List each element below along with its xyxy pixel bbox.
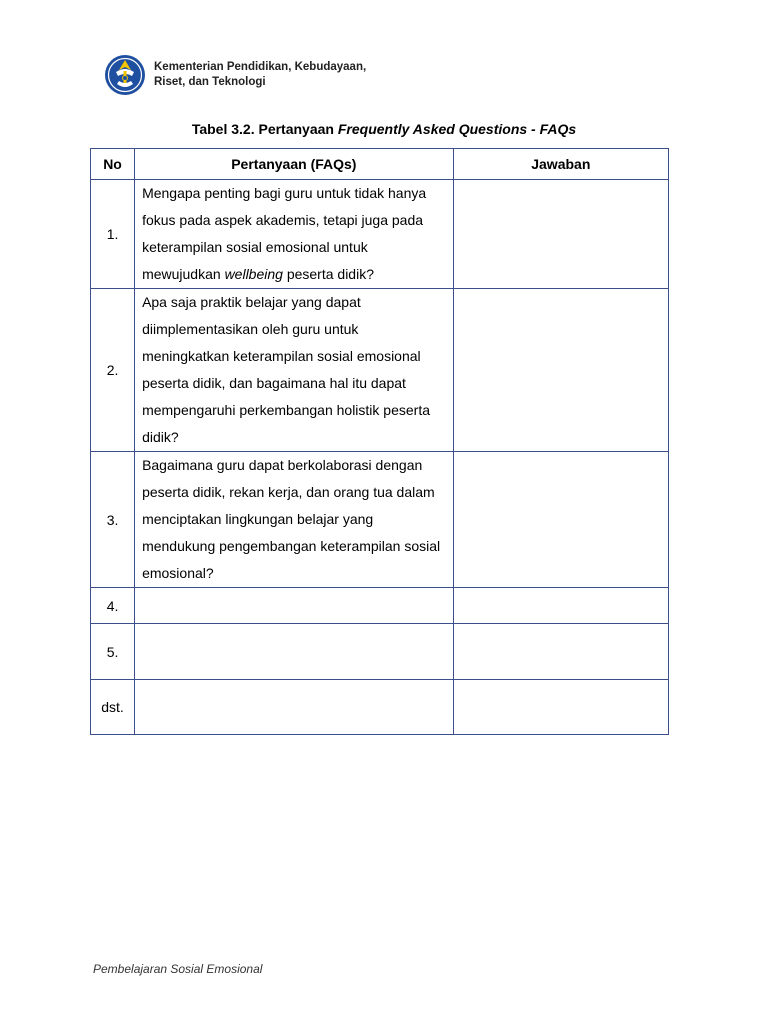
caption-emphasis: Frequently Asked Questions - FAQs	[337, 121, 577, 137]
table-row	[91, 289, 669, 452]
row-number: 4.	[91, 588, 135, 624]
answer-cell[interactable]	[453, 680, 668, 735]
document-header	[104, 54, 366, 96]
ministry-name-line1: Kementerian Pendidikan, Kebudayaan,	[154, 61, 367, 73]
table-row	[91, 452, 669, 588]
table-row	[91, 624, 669, 680]
question-text-end: peserta didik?	[282, 266, 374, 282]
question-emphasis: wellbeing	[224, 266, 283, 282]
question-cell	[135, 180, 454, 289]
answer-cell[interactable]	[453, 624, 668, 680]
answer-cell[interactable]	[453, 180, 668, 289]
question-cell	[135, 452, 454, 588]
header-no: No	[91, 149, 135, 180]
header-question: Pertanyaan (FAQs)	[135, 149, 454, 180]
header-answer: Jawaban	[453, 149, 668, 180]
faq-table	[90, 148, 669, 735]
row-number: dst.	[91, 680, 135, 735]
tut-wuri-handayani-logo-icon	[104, 54, 146, 96]
row-number: 5.	[91, 624, 135, 680]
row-number: 2.	[91, 289, 135, 452]
caption-prefix: Tabel 3.2. Pertanyaan	[191, 121, 338, 137]
question-cell	[135, 289, 454, 452]
page-footer: Pembelajaran Sosial Emosional	[93, 962, 263, 976]
row-number: 3.	[91, 452, 135, 588]
table-row	[91, 180, 669, 289]
ministry-name	[154, 60, 366, 90]
question-text: Apa saja praktik belajar yang dapat diimplementasikan oleh guru untuk meningkatkan keterampilan sosial emosional peserta didik, dan bagaimana hal itu dapat mempengaruhi perkembangan holistik peserta didik?	[142, 294, 431, 445]
answer-cell[interactable]	[453, 289, 668, 452]
question-text: Mengapa penting bagi guru untuk tidak hanya fokus pada aspek akademis, tetapi juga pada keterampilan sosial emosional untuk mewujudkan	[142, 185, 427, 282]
answer-cell[interactable]	[453, 588, 668, 624]
question-cell[interactable]	[135, 624, 454, 680]
ministry-name-line2: Riset, dan Teknologi	[154, 76, 266, 88]
table-caption	[0, 121, 768, 137]
question-cell[interactable]	[135, 588, 454, 624]
row-number: 1.	[91, 180, 135, 289]
answer-cell[interactable]	[453, 452, 668, 588]
table-header-row	[91, 149, 669, 180]
question-cell[interactable]	[135, 680, 454, 735]
table-row	[91, 680, 669, 735]
table-row	[91, 588, 669, 624]
question-text: Bagaimana guru dapat berkolaborasi dengan peserta didik, rekan kerja, dan orang tua dalam menciptakan lingkungan belajar yang mendukung pengembangan keterampilan sosial emosional?	[142, 457, 441, 581]
